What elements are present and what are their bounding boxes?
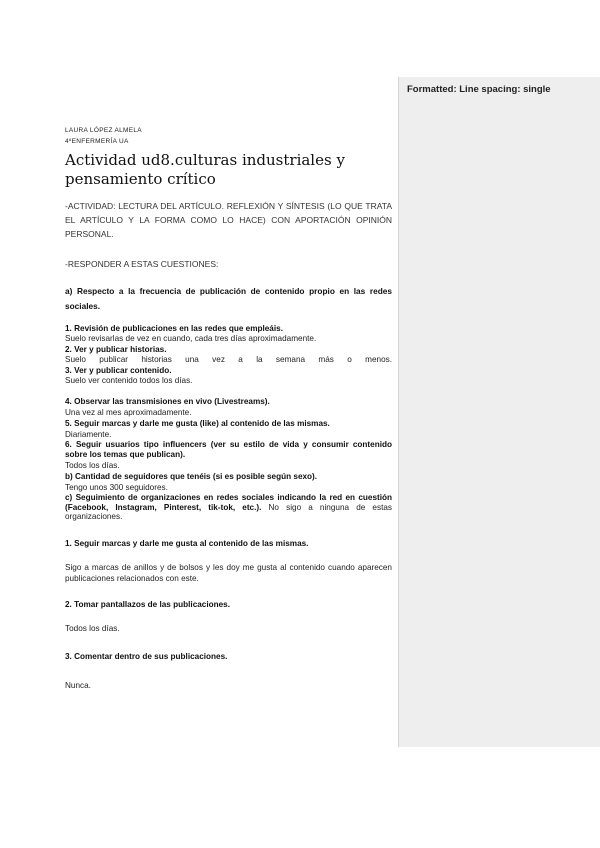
final-3-question: 3. Comentar dentro de sus publicaciones. [65,652,228,661]
final-3-answer: Nunca. [65,681,91,690]
final-2-question: 2. Tomar pantallazos de las publicaciones. [65,600,231,609]
section-c-question: c) Seguimiento de organizaciones en redes sociales indicando la red en cuestión (Facebook, Instagram, Pinterest, tik-tok, etc.). [65,493,392,512]
activity-instructions: -ACTIVIDAD: LECTURA DEL ARTÍCULO. REFLEXIÓN Y SÍNTESIS (LO QUE TRATA EL ARTÍCULO Y LA FORMA COMO LO HACE) CON APORTACIÓN OPINIÓN PERSONAL. [65,201,392,239]
item-6-answer: Todos los días. [65,461,120,470]
final-2-answer: Todos los días. [65,624,120,633]
item-5-answer: Diariamente. [65,430,112,439]
section-b-answer: Tengo unos 300 seguidores. [65,483,168,492]
item-1-question: 1. Revisión de publicaciones en las redes que empleáis. [65,324,283,333]
final-1-answer: Sigo a marcas de anillos y de bolsos y les doy me gusta al contenido cuando aparecen publicaciones relacionados con este. [65,563,392,583]
section-a-heading: a) Respecto a la frecuencia de publicación de contenido propio en las redes sociales. [65,286,392,311]
item-2-question: 2. Ver y publicar historias. [65,345,167,354]
section-b-question: b) Cantidad de seguidores que tenéis (si es posible según sexo). [65,472,318,481]
item-6-question: 6. Seguir usuarios tipo influencers (ver su estilo de vida y consumir contenido sobre los temas que publican). [65,440,392,459]
item-4-answer: Una vez al mes aproximadamente. [65,408,192,417]
item-1-answer: Suelo revisarlas de vez en cuando, cada tres días aproximadamente. [65,334,317,343]
respond-instructions: -RESPONDER A ESTAS CUESTIONES: [65,259,219,269]
author-course: 4ºENFERMERÍA UA [65,138,129,145]
comment-title: Formatted: Line spacing: single [407,84,551,95]
item-2-answer: Suelo publicar historias una vez a la semana más o menos. [65,355,392,364]
markup-sidebar [398,0,600,848]
section-c-answer: No sigo a ninguna de estas organizaciones. [65,502,392,521]
section-c [65,493,392,522]
item-5-question: 5. Seguir marcas y darle me gusta (like) al contenido de las mismas. [65,419,330,428]
formatting-comment-balloon[interactable] [398,77,600,747]
item-4-question: 4. Observar las transmisiones en vivo (Livestreams). [65,397,270,406]
author-name: LAURA LÓPEZ ALMELA [65,127,142,134]
document-title: Actividad ud8.culturas industriales y pensamiento crítico [65,151,345,188]
item-3-question: 3. Ver y publicar contenido. [65,366,172,375]
item-3-answer: Suelo ver contenido todos los días. [65,376,193,385]
final-1-question: 1. Seguir marcas y darle me gusta al contenido de las mismas. [65,539,309,548]
